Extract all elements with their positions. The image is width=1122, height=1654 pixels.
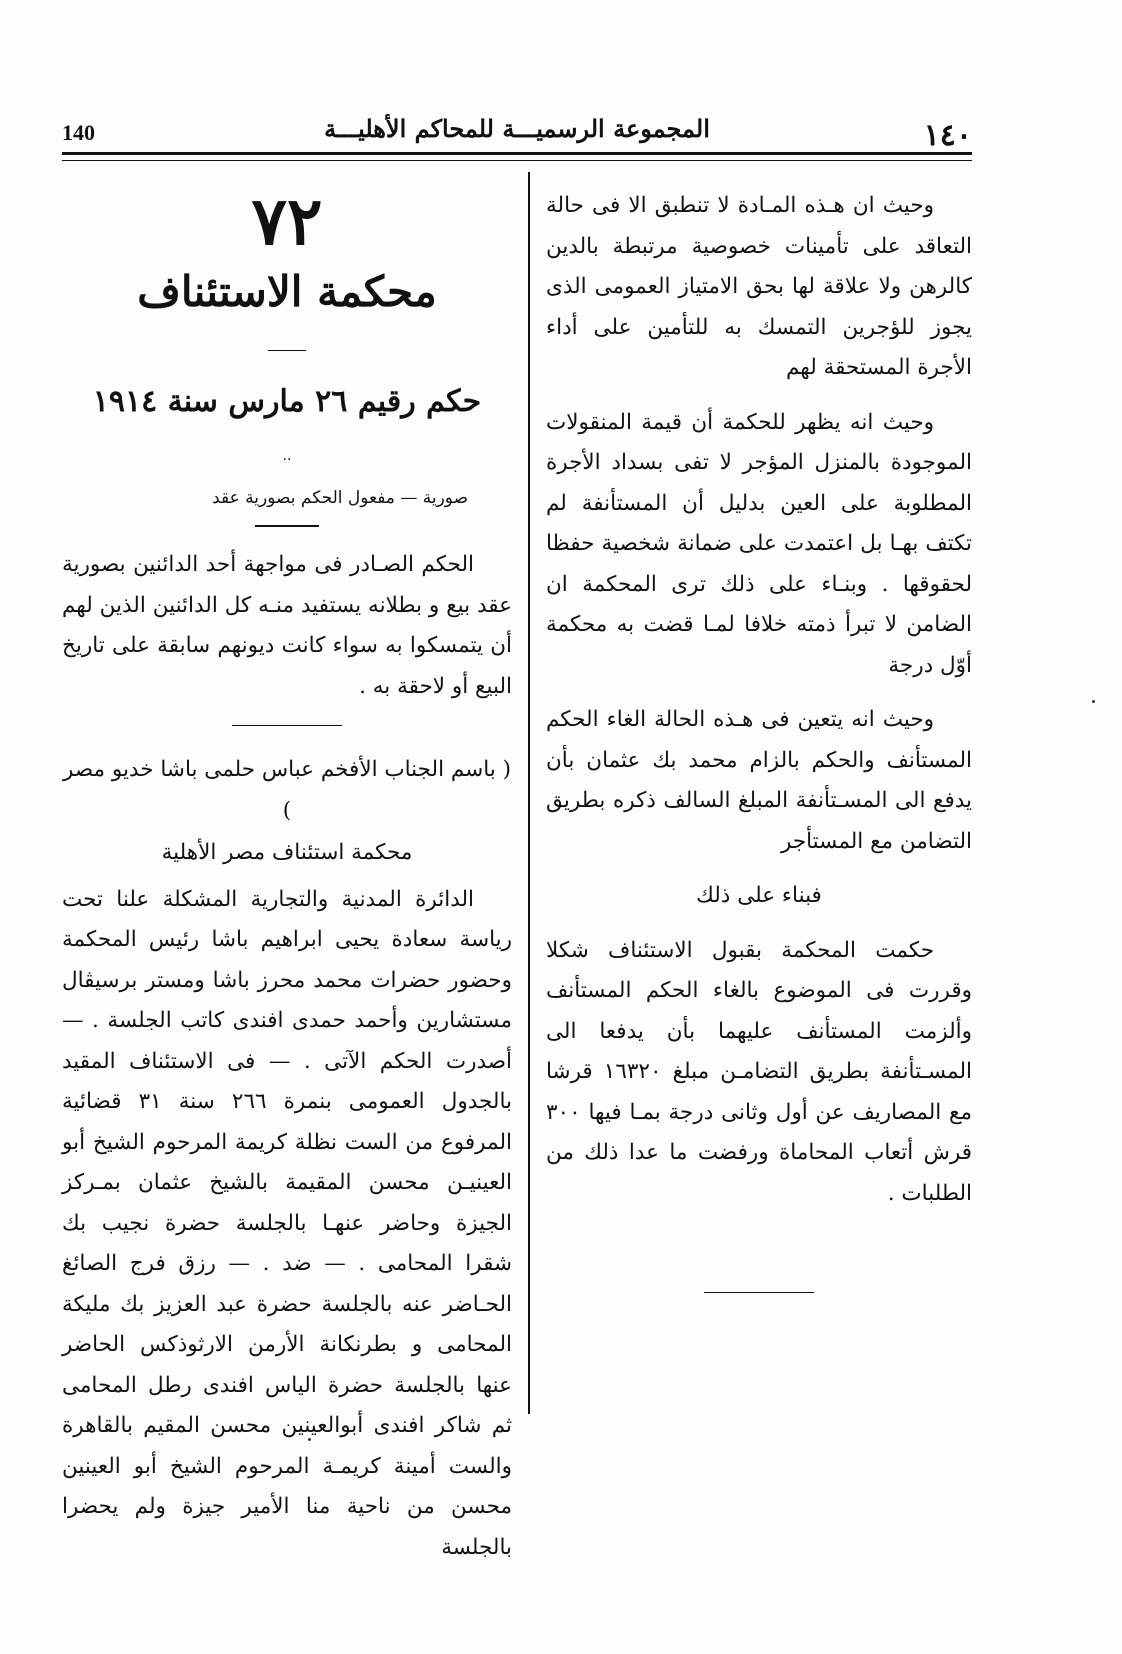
page-header bbox=[62, 108, 972, 158]
paragraph-1: وحيث ان هـذه المـادة لا تنطبق الا فى حالة التعاقد على تأمينات خصوصية مرتبطة بالدين كالرهن ولا علاقة لها بحق الامتياز العمومى الذى يجوز للؤجرين التمسك به للتأمين على أداء الأجرة المستحقة لهم bbox=[546, 193, 972, 380]
paragraph-3: وحيث انه يتعين فى هـذه الحالة الغاء الحكم المستأنف والحكم بالزام محمد بك عثمان بأن يدفع الى المسـتأنفة المبلغ السالف ذكره بطريق التضامن مع المستأجر bbox=[546, 707, 972, 854]
separator-dots: .. bbox=[282, 448, 292, 464]
left-column bbox=[62, 182, 512, 1582]
summary-rule bbox=[255, 525, 319, 527]
column-divider bbox=[528, 172, 530, 1414]
page-number-arabic: ١٤٠ bbox=[923, 118, 972, 153]
right-column bbox=[546, 186, 972, 1293]
case-number: ٧٢ bbox=[251, 182, 323, 260]
end-rule bbox=[704, 1292, 814, 1293]
page-number-latin: 140 bbox=[62, 120, 95, 145]
invocation: ( باسم الجناب الأفخم عباس حلمى باشا خديو مصر ) bbox=[63, 757, 511, 823]
publication-title: المجموعة الرسميـــة للمحاكم الأهليـــة bbox=[324, 114, 710, 143]
verdict-paragraph: حكمت المحكمة بقبول الاستئناف شكلا وقررت فى الموضوع بالغاء الحكم المستأنف وألزمت المستأنف عليهما بأن يدفعا الى المسـتأنفة بطريق التضامـن مبلغ ١٦٣٢٠ قرشا مع المصاريف عن أول وثانى درجة بمـا فيها ٣٠٠ قرش أتعاب المحاماة ورفضت ما عدا ذلك من الطلبات . bbox=[546, 937, 973, 1206]
summary-text: الحكم الصـادر فى مواجهة أحد الدائنين بصورية عقد بيع و بطلانه يستفيد منـه كل الدائنين الذين لهم أن يتمسكوا به سواء كانت ديونهم سابقة على تاريخ البيع أو لاحقة به . bbox=[62, 552, 512, 699]
summary-end-rule bbox=[232, 725, 342, 726]
paragraph-2: وحيث انه يظهر للحكمة أن قيمة المنقولات الموجودة بالمنزل المؤجر لا تفى بسداد الأجرة المطلوبة على العين بدليل أن المستأنفة لم تكتف بهـا بل اعتمدت على ضمانة شخصية حفظا لحقوقها . وبنـاء على ذلك ترى المحكمة ان الضامن لا تبرأ ذمته خلافا لمـا قضت به محكمة أوّل درجة bbox=[546, 409, 972, 678]
summary-heading: صورية — مفعول الحكم بصورية عقد bbox=[212, 488, 468, 508]
header-rule-thick bbox=[62, 152, 972, 155]
ruling-date: حكم رقيم ٢٦ مارس سنة ١٩١٤ bbox=[92, 384, 482, 419]
court-name: محكمة استئناف مصر الأهلية bbox=[161, 840, 413, 865]
header-rule-thin bbox=[62, 160, 972, 161]
judgment-body: الدائرة المدنية والتجارية المشكلة علنا تحت رياسة سعادة يحيى ابراهيم باشا رئيس المحكمة وحضور حضرات محمد محرز باشا ومستر برسيڤال مستشارين وأحمد حمدى افندى كاتب الجلسة . — أصدرت الحكم الآتى . — فى الاستئناف المقيد بالجدول العمومى بنمرة ٢٦٦ سنة ٣١ قضائية المرفوع من الست نظلة كريمة المرحوم الشيخ أبو العينيـن محسن المقيمة بالشيخ عثمان بمـركز الجيزة وحاضر عنهـا بالجلسة حضرة نجيب بك شقرا المحامى . — ضد . — رزق فرج الصائغ الحـاضر عنه بالجلسة حضرة عبد العزيز بك مليكة المحامى و بطرنكانة الأرمن الارثوذكس الحاضر عنها بالجلسة حضرة الياس افندى رطل المحامى ثم شاكر افندى أبوالعينين محسن المقيم بالقاهرة والست أمينة كريمـة المرحوم الشيخ أبو العينين محسن من ناحية منا الأمير جيزة ولم يحضرا بالجلسة bbox=[62, 886, 512, 1560]
scan-speck bbox=[308, 1438, 311, 1441]
court-heading: محكمة الاستئناف bbox=[137, 267, 437, 316]
therefore-heading: فبناء على ذلك bbox=[696, 883, 822, 908]
scan-speck bbox=[1092, 700, 1095, 703]
small-rule bbox=[268, 350, 306, 351]
